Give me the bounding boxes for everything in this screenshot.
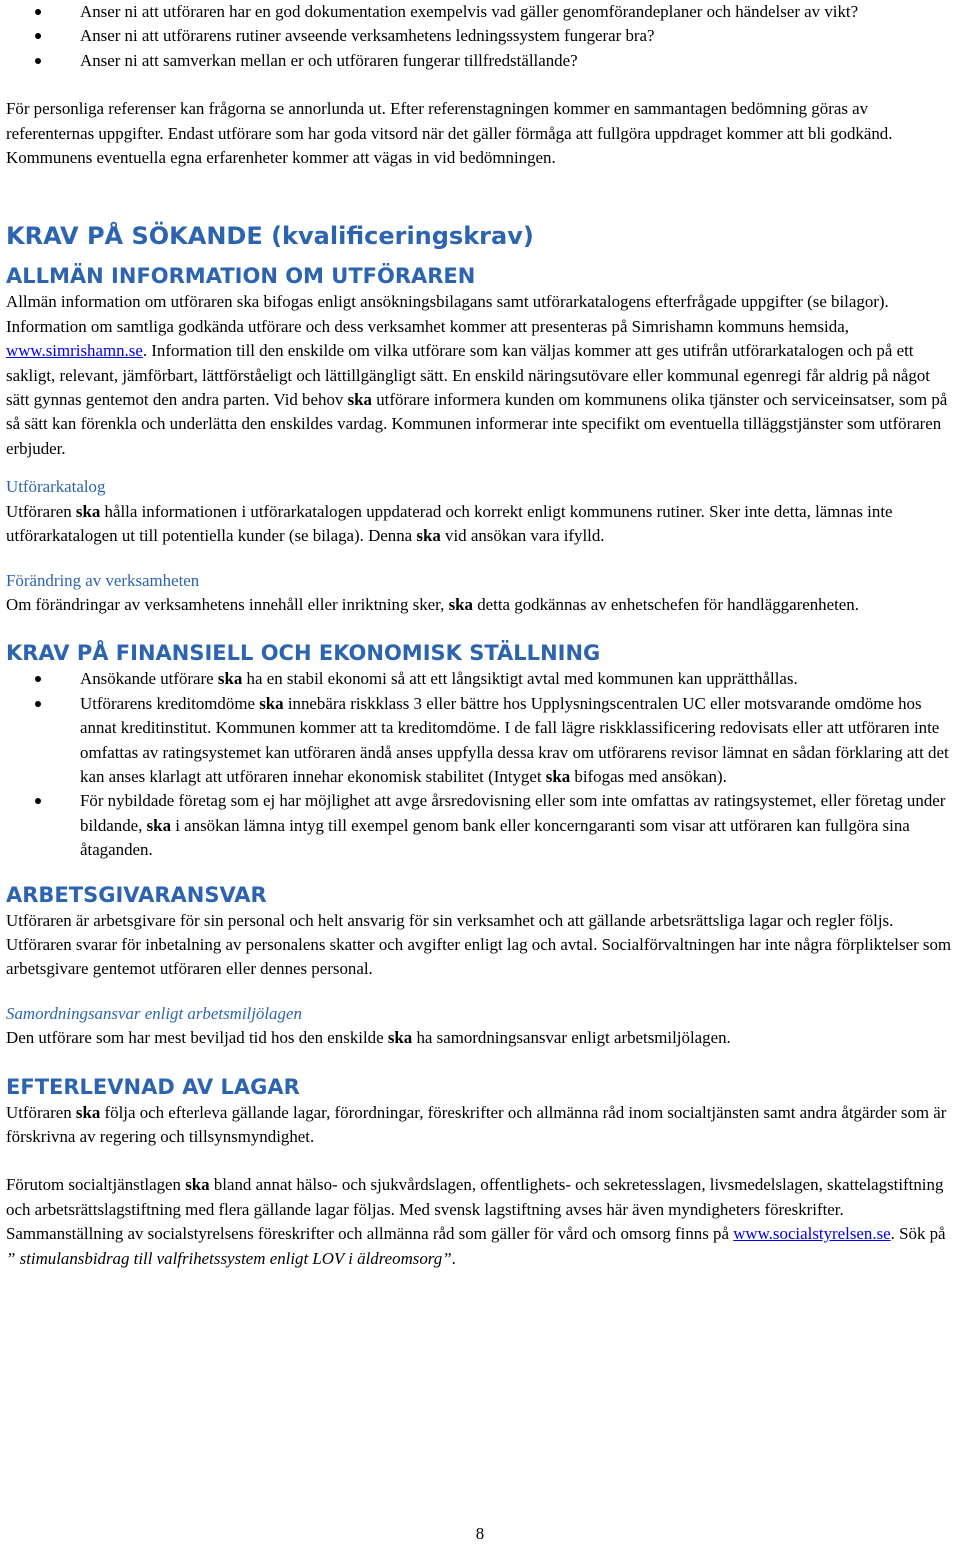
text-span: detta godkännas av enhetschefen för handläggarenheten. [472,594,859,614]
samordning-heading: Samordningsansvar enligt arbetsmiljölagen [6,1003,302,1023]
forandring-paragraph [6,593,954,617]
text-span: Ansökande utförare [80,669,218,689]
emphasis-ska: ska [146,815,172,835]
allman-heading: ALLMÄN INFORMATION OM UTFÖRAREN [6,264,476,289]
text-span: utförare informera kunden om kommunens olika tjänster och serviceinsatser, som på så sätt kan förenkla och underlätta den enskildes vardag. Kommunen informerar inte specifikt om eventuella tilläggstjänster som utföraren erbjuder. [6,390,948,458]
list-item [6,667,954,691]
arbetsgivaransvar-paragraph: Utföraren är arbetsgivare för sin personal och helt ansvarig för sin verksamhet och att gällande arbetsrättsliga lagar och regler följs. Utföraren svarar för inbetalning av personalens skatter och avgifter enligt lag och avtal. Socialförvaltningen har inte några förpliktelser som arbetsgivare gentemot utföraren eller dennes personal. [6,910,952,979]
efterlevnad-heading: EFTERLEVNAD AV LAGAR [6,1074,300,1099]
text-span: i ansökan lämna intyg till exempel genom bank eller koncerngaranti som visar att utföraren kan fullgöra sina åtaganden. [80,815,910,860]
text-span: bland annat hälso- och sjukvårdslagen, offentlighets- och sekretesslagen, livsmedelslagen, skattelagstiftning och arbetsrättslagstiftning med flera gällande lagar följas. Med svensk lagstiftning avses här även myndigheters föreskrifter. Sammanställning av socialstyrelsens föreskrifter och allmänna råd som gäller för vård och omsorg finns på [6,1175,944,1244]
list-item: Anser ni att utföraren har en god dokumentation exempelvis vad gäller genomförandeplaner och händelser av vikt? [6,0,954,24]
text-span: . Sök på [890,1224,946,1244]
intro-bullet-list [6,0,954,73]
simrishamn-link[interactable]: www.simrishamn.se [6,341,143,361]
emphasis-ska: ska [217,669,243,689]
text-span: ha en stabil ekonomi så att ett långsiktigt avtal med kommunen kan upprätthållas. [242,669,798,689]
emphasis-ska: ska [75,501,101,521]
text-span: . Information till den enskilde om vilka utförare som kan väljas kommer att ges utifrån utförarkatalogen och på ett sakligt, relevant, jämförbart, lättförståeligt och lättillgängligt sätt. En enskild näringsutövare eller kommunal egenregi får aldrig på något sätt gynnas gentemot den andra parten. Vid behov [6,341,931,410]
text-span: Endast utförare som har goda vitsord när det gäller förmåga att fullgöra uppdraget kommer att bli godkänd. [167,123,893,143]
emphasis-ska: ska [545,766,571,786]
text-span: Utförarens kreditomdöme [80,693,260,713]
text-span: För nybildade företag som ej har möjlighet att avge årsredovisning eller som inte omfattas av ratingsystemet, eller företag under bildande, [80,791,946,835]
emphasis-ska: ska [387,1028,413,1048]
text-span: Om förändringar av verksamhetens innehåll eller inriktning sker, [6,594,449,614]
text-span: hålla informationen i utförarkatalogen uppdaterad och korrekt enligt kommunens rutiner. Sker inte detta, lämnas inte utförarkatalogen ut till potentiella kunder (se bilaga). Denna [6,501,893,546]
text-span: innebära riskklass 3 eller bättre hos Upplysningscentralen UC eller motsvarande omdöme hos annat kreditinstitut. Kommunen kommer att ta kreditomdöme. I de fall lägre riskklassificering redovisats eller att utföraren inte omfattas av ratingsystemet kan utföraren ändå anses uppfylla dessa krav om utförarens revisor lämnat en sådan förklaring att det kan anses klarlagt att utföraren innehar ekonomisk stabilitet (Intyget [80,693,949,786]
text-span: Utföraren [6,1102,76,1122]
text-span: Utföraren [6,501,76,521]
text-span: följa och efterleva gällande lagar, förordningar, föreskrifter och allmänna råd inom socialtjänsten samt andra åtgärder som är förskrivna av regering och tillsynsmyndighet. [6,1102,947,1146]
finansiell-heading: KRAV PÅ FINANSIELL OCH EKONOMISK STÄLLNING [6,641,601,666]
utforarkatalog-paragraph [6,500,954,549]
reference-paragraph [6,97,954,170]
forandring-heading: Förändring av verksamheten [6,570,200,590]
list-item: Anser ni att utförarens rutiner avseende verksamhetens ledningssystem fungerar bra? [6,24,954,48]
utforarkatalog-heading: Utförarkatalog [6,477,106,497]
document-page [6,0,954,1271]
search-phrase: ” stimulansbidrag till valfrihetssystem enligt LOV i äldreomsorg” [6,1248,452,1268]
text-span: vid ansökan vara ifylld. [440,526,605,546]
text-span: Den utförare som har mest beviljad tid hos den enskilde [6,1028,388,1048]
page-number: 8 [475,1524,485,1543]
text-span: bifogas med ansökan). [570,766,727,786]
emphasis-ska: ska [416,526,441,546]
list-item [6,692,954,790]
efterlevnad-paragraph-1 [6,1101,954,1150]
text-span: Efter referenstagningen kommer en sammantagen bedömning göras av referenternas uppgifter. [6,99,869,143]
efterlevnad-paragraph-2 [6,1173,954,1271]
list-item: Anser ni att samverkan mellan er och utföraren fungerar tillfredställande? [6,49,954,73]
finansiell-bullet-list [6,667,954,862]
text-span: Kommunens eventuella egna erfarenheter kommer att vägas in vid bedömningen. [6,148,556,168]
text-span: Förutom socialtjänstlagen [6,1175,186,1195]
list-item [6,789,954,862]
socialstyrelsen-link[interactable]: www.socialstyrelsen.se [733,1224,891,1244]
text-span: För personliga referenser kan frågorna se annorlunda ut. [6,99,391,119]
text-span: Allmän information om utföraren ska bifogas enligt ansökningsbilagans samt utförarkatalogens efterfrågade uppgifter (se bilagor). Information om samtliga godkända utförare och dess verksamhet kommer att presenteras på Simrishamn kommuns hemsida, [6,292,889,336]
text-span: ha samordningsansvar enligt arbetsmiljölagen. [412,1028,731,1048]
emphasis-ska: ska [185,1175,210,1195]
emphasis-ska: ska [347,390,372,410]
arbetsgivaransvar-heading: ARBETSGIVARANSVAR [6,882,267,907]
text-span: . [451,1248,456,1268]
krav-heading: KRAV PÅ SÖKANDE (kvalificeringskrav) [6,222,534,251]
allman-paragraph [6,290,954,461]
emphasis-ska: ska [259,693,284,713]
emphasis-ska: ska [448,594,473,614]
samordning-paragraph [6,1026,954,1050]
emphasis-ska: ska [75,1102,101,1122]
